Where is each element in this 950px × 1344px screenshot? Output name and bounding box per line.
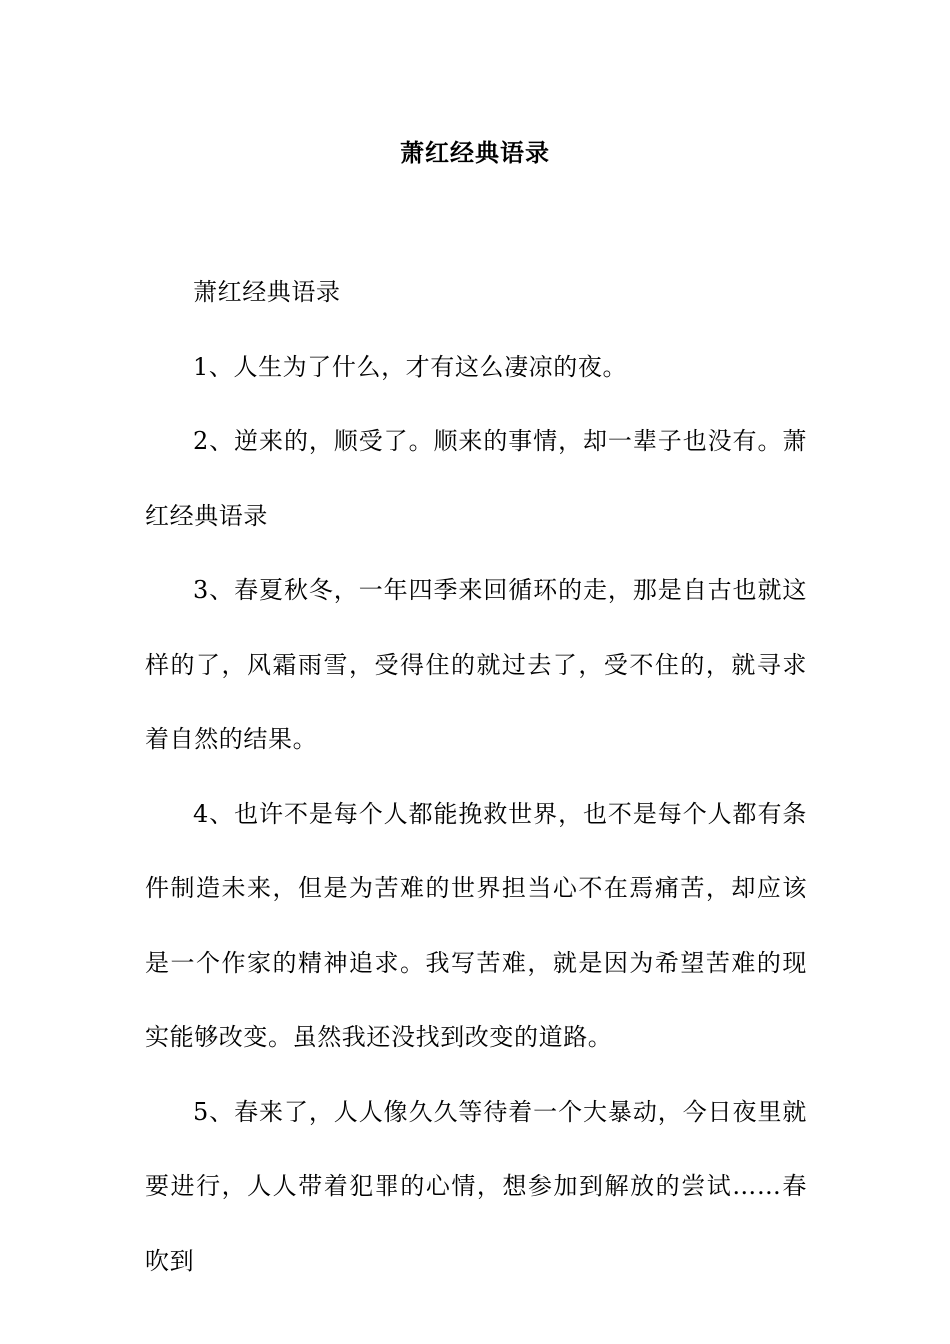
quote-1: 1、人生为了什么，才有这么凄凉的夜。: [193, 352, 628, 381]
quote-3: 3、春夏秋冬，一年四季来回循环的走，那是自古也就这样的了，风霜雨雪，受得住的就过去了，受不住的，就寻求着自然的结果。: [145, 576, 807, 753]
quote-2: 2、逆来的，顺受了。顺来的事情，却一辈子也没有。萧红经典语录: [145, 427, 807, 530]
quote-5: 5、春来了，人人像久久等待着一个大暴动，今日夜里就要进行，人人带着犯罪的心情，想参加到解放的尝试……春吹到: [145, 1097, 807, 1275]
document-body: [145, 255, 807, 1298]
quote-4: 4、也许不是每个人都能挽救世界，也不是每个人都有条件制造未来，但是为苦难的世界担当心不在焉痛苦，却应该是一个作家的精神追求。我写苦难，就是因为希望苦难的现实能够改变。虽然我还没找到改变的道路。: [145, 799, 807, 1051]
document-subtitle: 萧红经典语录: [193, 278, 341, 306]
document-title: 萧红经典语录: [400, 138, 550, 167]
